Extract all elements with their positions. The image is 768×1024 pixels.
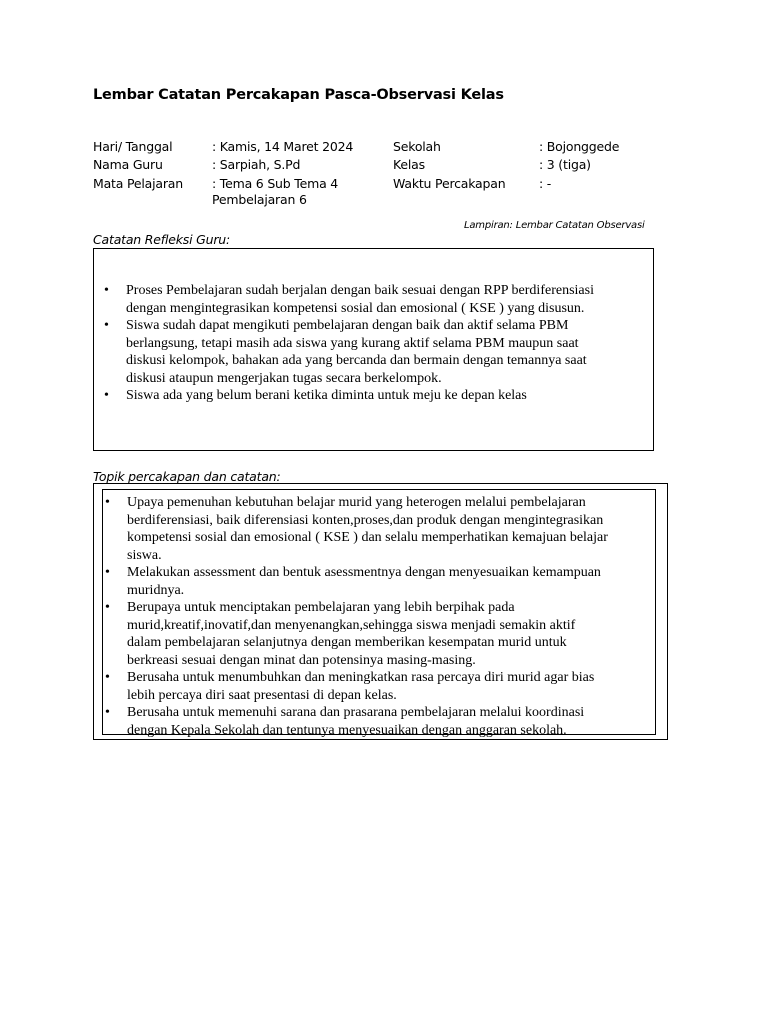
- bullet-icon: •: [104, 283, 109, 298]
- info-left: [93, 138, 383, 210]
- list-item-line: berlangsung, tetapi masih ada siswa yang kurang aktif selama PBM maupun saat: [126, 335, 579, 351]
- reflection-box: [93, 248, 654, 451]
- list-item: [95, 599, 660, 669]
- info-value-subject: : Tema 6 Sub Tema 4: [212, 176, 339, 191]
- list-item-line: lebih percaya diri saat presentasi di depan kelas.: [127, 687, 397, 703]
- info-label-teacher: Nama Guru: [93, 157, 163, 172]
- info-value-date: : Kamis, 14 Maret 2024: [212, 139, 354, 154]
- info-label-subject: Mata Pelajaran: [93, 176, 183, 191]
- info-label-date: Hari/ Tanggal: [93, 139, 173, 154]
- list-item-line: Upaya pemenuhan kebutuhan belajar murid yang heterogen melalui pembelajaran: [127, 495, 586, 510]
- list-item-line: murid,kreatif,inovatif,dan menyenangkan,sehingga siswa menjadi semakin aktif: [127, 617, 576, 633]
- info-right: [393, 138, 663, 198]
- list-item: [95, 704, 660, 739]
- info-value-subject-line2: Pembelajaran 6: [212, 192, 307, 207]
- list-item-line: berkreasi sesuai dengan minat dan potensinya masing-masing.: [127, 652, 476, 668]
- info-value-school: : Bojonggede: [539, 139, 620, 154]
- bullet-icon: •: [105, 670, 110, 685]
- list-item-line: dengan Kepala Sekolah dan tentunya menyesuaikan dengan anggaran sekolah.: [127, 722, 567, 738]
- list-item-line: kompetensi sosial dan emosional ( KSE ) dan selalu memperhatikan kemajuan belajar: [127, 530, 608, 545]
- topics-inner-box: [102, 489, 656, 738]
- list-item-line: Berusaha untuk menumbuhkan dan meningkatkan rasa percaya diri murid agar bias: [127, 670, 595, 685]
- list-item-line: Proses Pembelajaran sudah berjalan dengan baik sesuai dengan RPP berdiferensiasi: [126, 283, 594, 298]
- attachment-note: Lampiran: Lembar Catatan Observasi: [464, 220, 645, 231]
- list-item: [95, 669, 660, 704]
- reflection-heading: Catatan Refleksi Guru:: [93, 232, 231, 247]
- list-item-line: Siswa sudah dapat mengikuti pembelajaran dengan baik dan aktif selama PBM: [126, 318, 569, 333]
- list-item-line: muridnya.: [127, 582, 185, 598]
- info-label-time: Waktu Percakapan: [393, 176, 506, 191]
- info-label-school: Sekolah: [393, 139, 441, 154]
- list-item-line: dalam pembelajaran selanjutnya dengan memberikan kesempatan murid untuk: [127, 635, 567, 650]
- list-item: [94, 282, 639, 317]
- bullet-icon: •: [104, 388, 109, 403]
- list-item: [94, 387, 639, 405]
- document-title: Lembar Catatan Percakapan Pasca-Observasi Kelas: [93, 87, 504, 103]
- info-value-time: : -: [539, 176, 552, 191]
- list-item: [94, 317, 639, 387]
- list-item-line: Siswa ada yang belum berani ketika diminta untuk meju ke depan kelas: [126, 388, 527, 403]
- list-item-line: siswa.: [127, 547, 162, 563]
- list-item-line: Melakukan assessment dan bentuk asessmentnya dengan menyesuaikan kemampuan: [127, 565, 601, 580]
- topics-list: [95, 494, 660, 739]
- bullet-icon: •: [105, 705, 110, 720]
- list-item-line: Berusaha untuk memenuhi sarana dan prasarana pembelajaran melalui koordinasi: [127, 705, 585, 720]
- topics-heading: Topik percakapan dan catatan:: [93, 469, 281, 484]
- bullet-icon: •: [105, 565, 110, 580]
- list-item-line: dengan mengintegrasikan kompetensi sosial dan emosional ( KSE ) yang disusun.: [126, 300, 585, 316]
- bullet-icon: •: [105, 495, 110, 510]
- list-item: [95, 564, 660, 599]
- list-item-line: diskusi kelompok, bahakan ada yang bercanda dan bermain dengan temannya saat: [126, 353, 587, 368]
- info-value-teacher: : Sarpiah, S.Pd: [212, 157, 301, 172]
- reflection-list: [94, 282, 639, 405]
- list-item-line: berdiferensiasi, baik diferensiasi konten,proses,dan produk dengan mengintegrasikan: [127, 512, 604, 528]
- info-label-class: Kelas: [393, 157, 425, 172]
- bullet-icon: •: [104, 318, 109, 333]
- info-value-class: : 3 (tiga): [539, 157, 591, 172]
- list-item-line: Berupaya untuk menciptakan pembelajaran yang lebih berpihak pada: [127, 600, 515, 615]
- topics-box: [93, 483, 668, 740]
- bullet-icon: •: [105, 600, 110, 615]
- list-item: [95, 494, 660, 564]
- list-item-line: diskusi ataupun mengerjakan tugas secara berkelompok.: [126, 370, 442, 386]
